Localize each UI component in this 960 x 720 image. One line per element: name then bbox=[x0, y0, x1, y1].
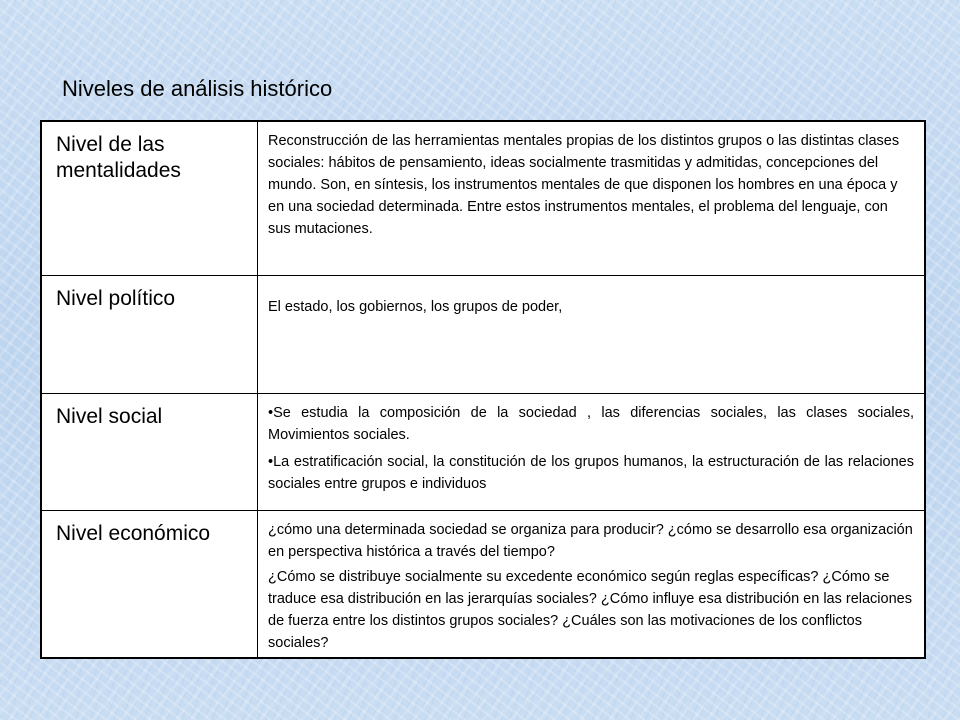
table-row-politico bbox=[41, 276, 925, 394]
level-description-economico bbox=[258, 511, 926, 659]
description-paragraph: ¿Cómo se distribuye socialmente su excedente económico según reglas específicas? ¿Cómo se traduce esa distribución en las jerarquías sociales? ¿Cómo influye esa distribución en las relaciones de fuerza entre los distintos grupos sociales? ¿Cuáles son las motivaciones de los conflictos sociales? bbox=[268, 569, 912, 651]
description-bullet: •La estratificación social, la constitución de los grupos humanos, la estructuración de las relaciones sociales entre grupos e individuos bbox=[268, 454, 914, 492]
description-paragraph: El estado, los gobiernos, los grupos de poder, bbox=[268, 299, 563, 315]
description-paragraph: Reconstrucción de las herramientas mentales propias de los distintos grupos o las distintas clases sociales: hábitos de pensamiento, ideas socialmente trasmitidas y admitidas, concepciones del mundo. Son, en síntesis, los instrumentos mentales de que disponen los hombres en una época y en una sociedad determinada. Entre estos instrumentos mentales, el problema del lenguaje, con sus mutaciones. bbox=[268, 133, 900, 237]
level-label-social: Nivel social bbox=[41, 394, 258, 511]
description-bullet: •Se estudia la composición de la sociedad , las diferencias sociales, las clases sociales, Movimientos sociales. bbox=[268, 405, 914, 443]
level-label-economico: Nivel económico bbox=[41, 511, 258, 659]
table-row-economico bbox=[41, 511, 925, 659]
level-label-politico: Nivel político bbox=[41, 276, 258, 394]
analysis-levels-table bbox=[40, 120, 926, 659]
table-row-mentalidades bbox=[41, 121, 925, 276]
level-label-mentalidades: Nivel de las mentalidades bbox=[41, 121, 258, 276]
level-description-mentalidades bbox=[258, 121, 926, 276]
description-paragraph: ¿cómo una determinada sociedad se organiza para producir? ¿cómo se desarrollo esa organización en perspectiva histórica a través del tiempo? bbox=[268, 522, 913, 560]
level-description-social bbox=[258, 394, 926, 511]
table-row-social bbox=[41, 394, 925, 511]
slide-title: Niveles de análisis histórico bbox=[62, 76, 333, 101]
level-description-politico bbox=[258, 276, 926, 394]
